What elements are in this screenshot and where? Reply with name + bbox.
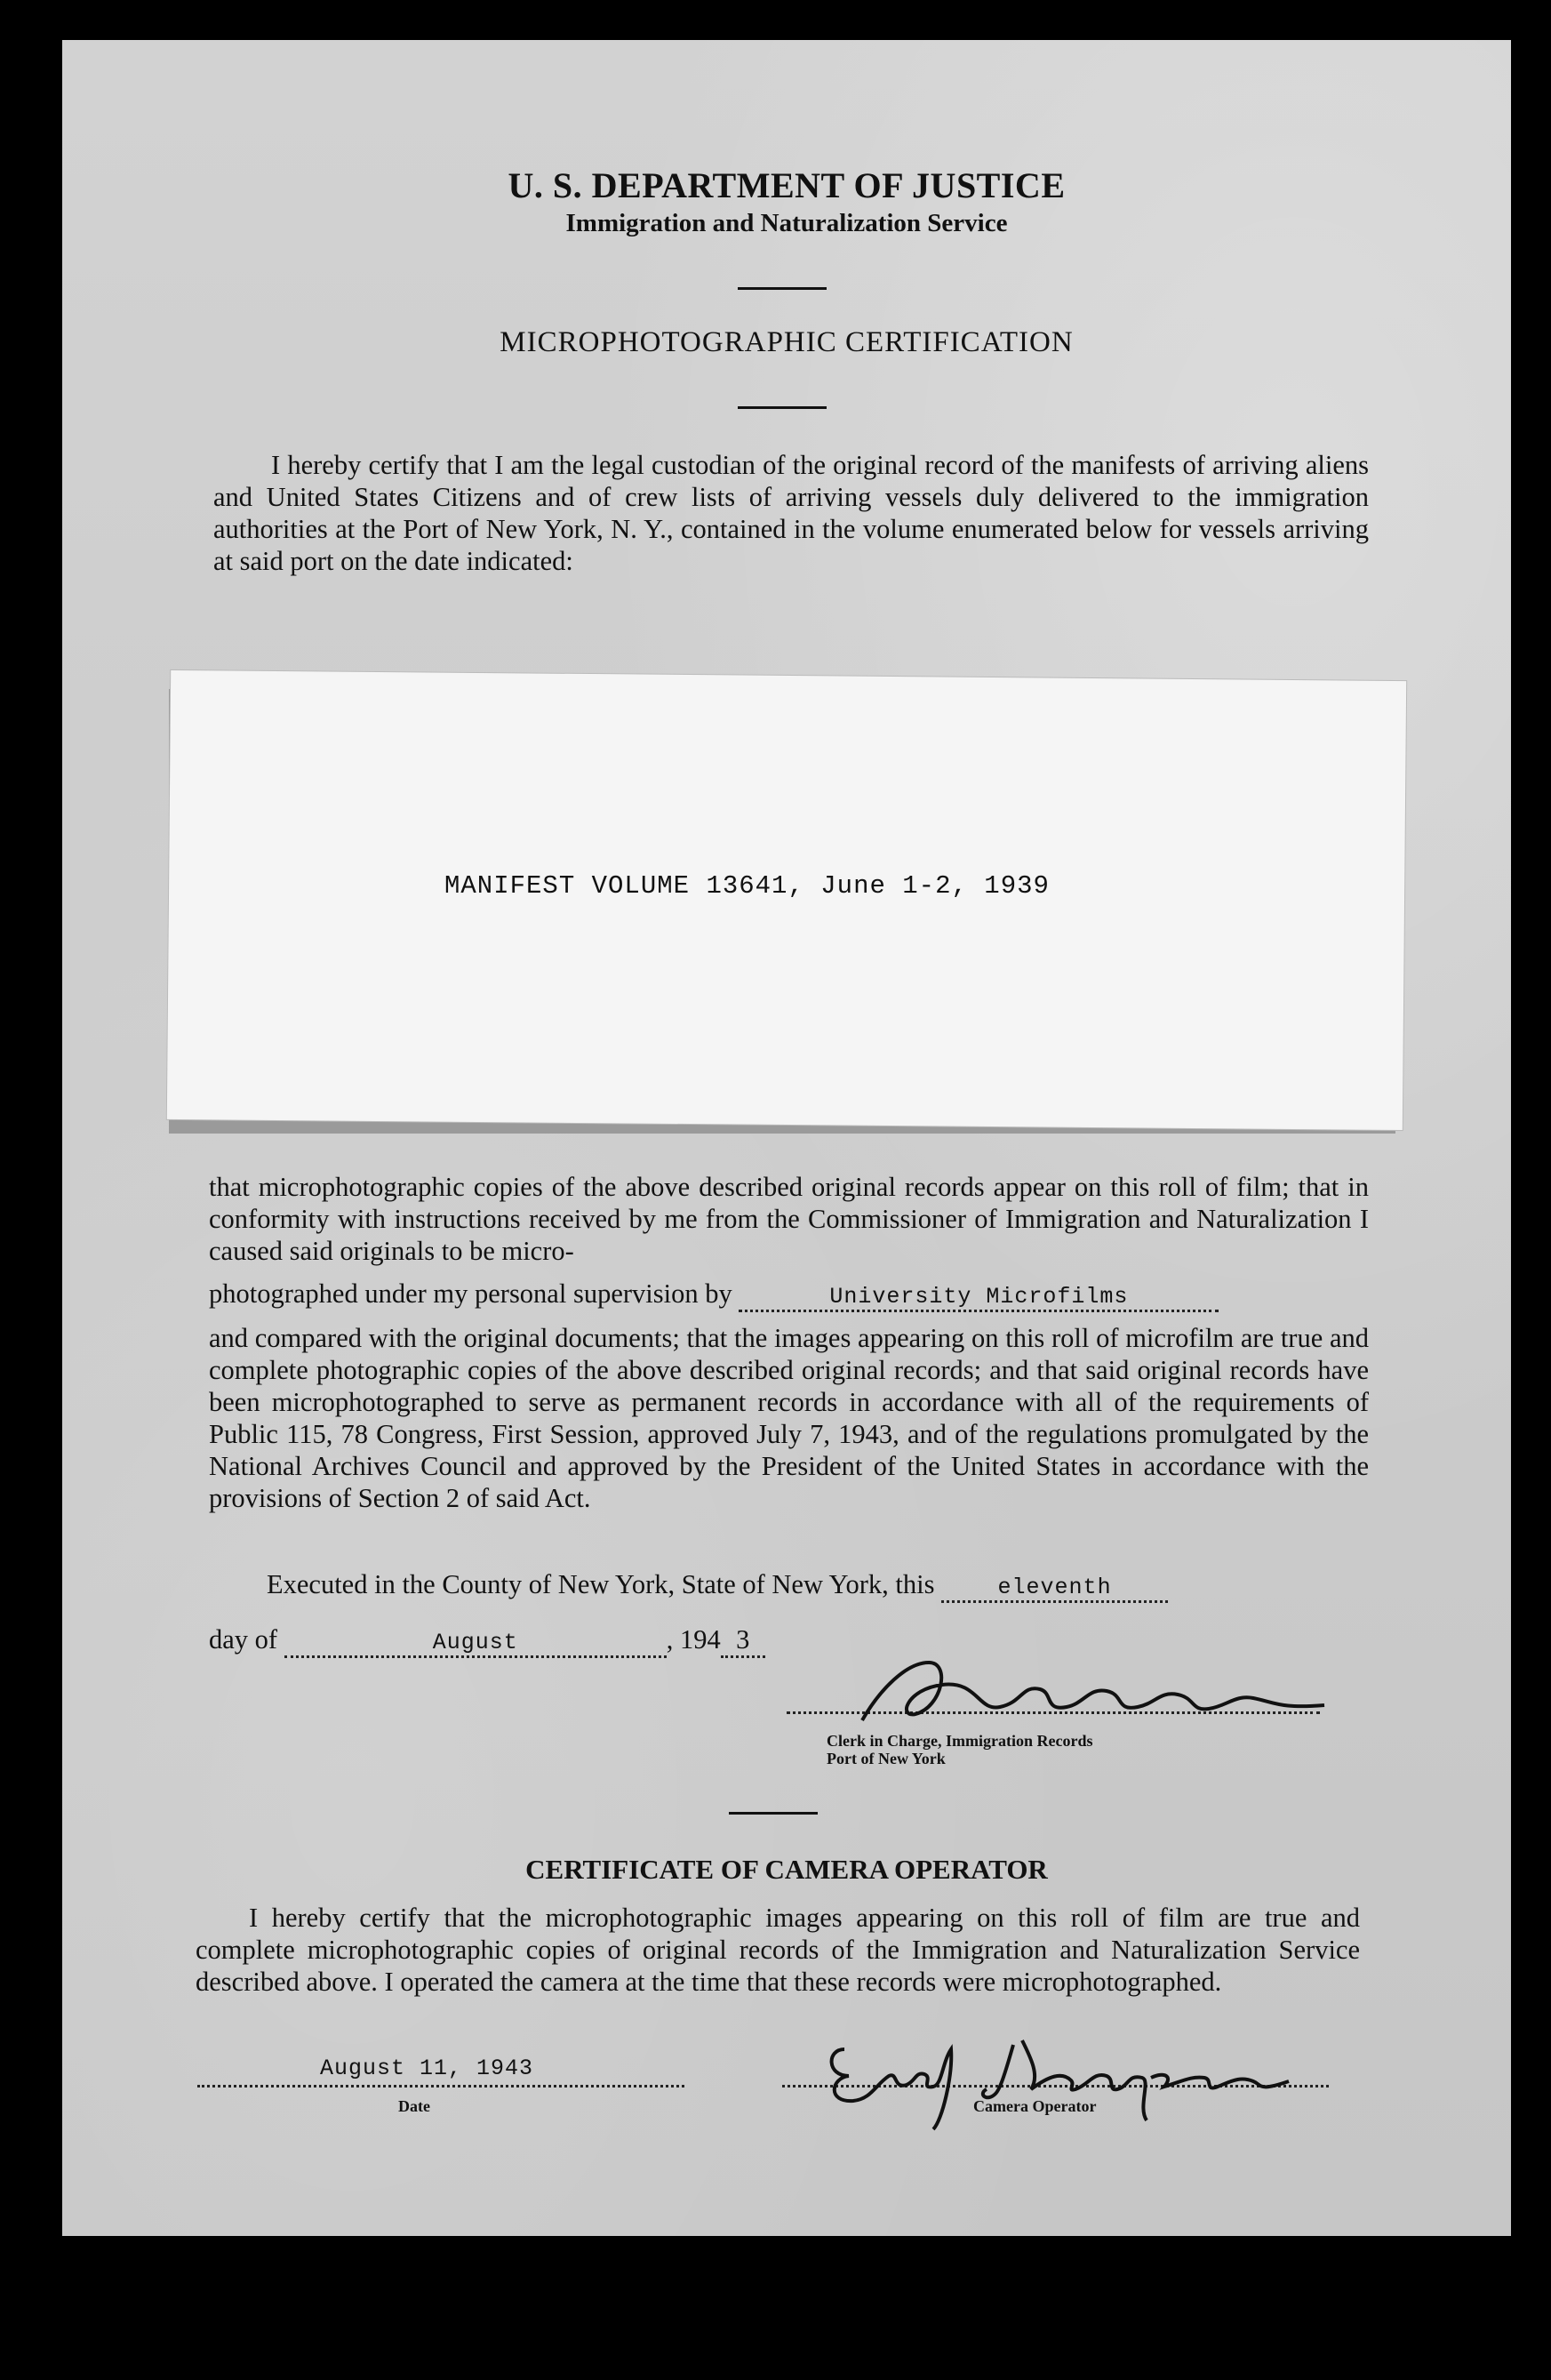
manifest-volume-label: MANIFEST VOLUME 13641, June 1-2, 1939 (444, 871, 1050, 901)
divider (729, 1812, 818, 1815)
service-subheading: Immigration and Naturalization Service (565, 209, 1008, 237)
date-label: Date (398, 2097, 430, 2115)
month-value: August (432, 1630, 518, 1655)
clerk-signature (844, 1636, 1342, 1734)
supervisor-value: University Microfilms (829, 1284, 1129, 1310)
year-digit: 3 (736, 1624, 750, 1655)
execution-line (267, 1569, 1168, 1603)
certification-title: MICROPHOTOGRAPHIC CERTIFICATION (500, 326, 1074, 358)
supervision-line (209, 1278, 1219, 1312)
month-field (284, 1624, 667, 1658)
certificate-sheet (62, 40, 1511, 2236)
intro-paragraph: I hereby certify that I am the legal custodian of the original record of the manifests of arriving aliens and United States Citizens and of crew lists of arriving vessels duly delivered to the immigration authorities at the Port of New York, N. Y., contained in the volume enumerated below for vessels arriving at said port on the date indicated: (213, 450, 1369, 576)
divider (738, 406, 827, 409)
clerk-title-line2: Port of New York (827, 1750, 946, 1767)
body-paragraph-1: that microphotographic copies of the above described original records appear on this roll of film; that in conformity with instructions received by me from the Commissioner of Immigration and Naturalization I caused said originals to be micro- (209, 1172, 1369, 1266)
day-field (941, 1569, 1168, 1603)
day-of-line (209, 1624, 765, 1658)
day-of-label: day of (209, 1624, 278, 1655)
camera-certificate-title: CERTIFICATE OF CAMERA OPERATOR (525, 1854, 1048, 1885)
date-line (197, 2085, 684, 2088)
year-prefix: , 194 (666, 1624, 721, 1655)
clerk-title-line1: Clerk in Charge, Immigration Records (827, 1732, 1093, 1750)
date-value: August 11, 1943 (320, 2055, 534, 2081)
agency-heading: U. S. DEPARTMENT OF JUSTICE (508, 165, 1066, 205)
camera-operator-label: Camera Operator (973, 2097, 1097, 2115)
operator-signature (809, 2023, 1307, 2138)
supervisor-field (739, 1278, 1219, 1312)
year-field (721, 1624, 765, 1658)
divider (738, 287, 827, 290)
clerk-title (827, 1732, 1092, 1767)
execution-prefix: Executed in the County of New York, State of New York, this (267, 1569, 935, 1599)
day-value: eleventh (997, 1575, 1112, 1600)
camera-paragraph: I hereby certify that the microphotographic images appearing on this roll of film are true and complete microphotographic copies of original records of the Immigration and Naturalization Service described above. I operated the camera at the time that these records were microphotographed. (196, 1903, 1360, 1997)
supervision-prefix: photographed under my personal supervision by (209, 1278, 732, 1309)
body-paragraph-2: and compared with the original documents; that the images appearing on this roll of microfilm are true and complete photographic copies of the above described original records; and that said original records have been microphotographed to serve as permanent records in accordance with all of the requirements of Public 115, 78 Congress, First Session, approved July 7, 1943, and of the regulations promulgated by the National Archives Council and approved by the President of the United States in accordance with the provisions of Section 2 of said Act. (209, 1323, 1369, 1513)
